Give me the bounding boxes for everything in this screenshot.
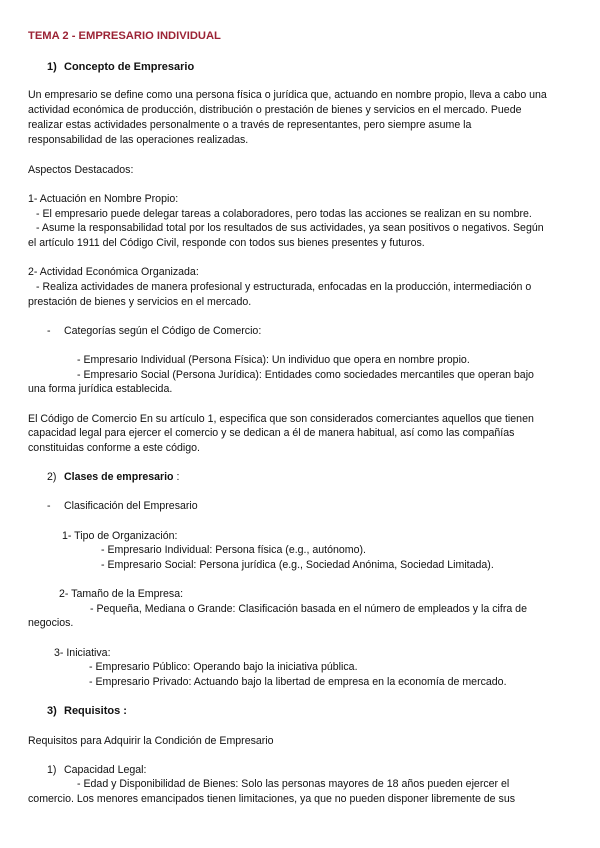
code-line-2: capacidad legal para ejercer el comercio y se dedican a él de manera habitual, así como las compañías: [28, 427, 515, 439]
requirement-1-title: Capacidad Legal:: [64, 764, 147, 776]
section-2-number: 2): [47, 471, 57, 483]
categories-label: Categorías según el Código de Comercio:: [64, 325, 262, 337]
requirements-intro: Requisitos para Adquirir la Condición de Empresario: [28, 735, 274, 747]
classification-label: Clasificación del Empresario: [64, 500, 198, 512]
requirement-1-line-2: comercio. Los menores emancipados tienen limitaciones, ya que no pueden disponer libremente de sus: [28, 793, 516, 805]
intro-line-3: realizar estas actividades personalmente o a través de representantes, pero siempre asume la: [28, 119, 472, 131]
section-1-heading: Concepto de Empresario: [64, 61, 195, 73]
requirement-1-number: 1): [47, 764, 57, 776]
document-title: TEMA 2 - EMPRESARIO INDIVIDUAL: [28, 30, 221, 42]
requirement-1-line-1: - Edad y Disponibilidad de Bienes: Solo las personas mayores de 18 años pueden ejercer el: [77, 778, 510, 790]
section-2-heading-wrap: [64, 471, 179, 484]
section-1-number: 1): [47, 61, 57, 73]
classification-dash: -: [47, 500, 51, 512]
aspect-1-title: 1- Actuación en Nombre Propio:: [28, 193, 179, 205]
aspect-1-line-2: - Asume la responsabilidad total por los resultados de sus actividades, ya sean positivos o negativos. Según: [36, 222, 544, 234]
type-3-item-1: - Empresario Público: Operando bajo la iniciativa pública.: [89, 661, 358, 673]
intro-line-1: Un empresario se define como una persona física o jurídica que, actuando en nombre propio, lleva a cabo una: [28, 89, 547, 101]
category-social-line-1: - Empresario Social (Persona Jurídica): Entidades como sociedades mercantiles que operan bajo: [77, 369, 534, 381]
aspect-1-line-1: - El empresario puede delegar tareas a colaboradores, pero todas las acciones se realizan en su nombre.: [36, 208, 532, 220]
type-2-line-1: - Pequeña, Mediana o Grande: Clasificación basada en el número de empleados y la cifra de: [90, 603, 527, 615]
intro-line-4: responsabilidad de las operaciones realizadas.: [28, 134, 249, 146]
type-1-title: 1- Tipo de Organización:: [62, 530, 178, 542]
aspect-2-line-1: - Realiza actividades de manera profesional y estructurada, enfocadas en la producción, intermediación o: [36, 281, 532, 293]
type-2-line-2: negocios.: [28, 617, 74, 629]
type-3-title: 3- Iniciativa:: [54, 647, 111, 659]
type-1-item-2: - Empresario Social: Persona jurídica (e.g., Sociedad Anónima, Sociedad Limitada).: [101, 559, 494, 571]
categories-dash: -: [47, 325, 51, 337]
aspects-label: Aspectos Destacados:: [28, 164, 134, 176]
aspect-2-line-2: prestación de bienes y servicios en el mercado.: [28, 296, 252, 308]
type-3-item-2: - Empresario Privado: Actuando bajo la libertad de empresa en la economía de mercado.: [89, 676, 507, 688]
category-social-line-2: una forma jurídica establecida.: [28, 383, 173, 395]
category-individual: - Empresario Individual (Persona Física): Un individuo que opera en nombre propio.: [77, 354, 470, 366]
section-2-colon: :: [173, 471, 180, 483]
section-3-number: 3): [47, 705, 57, 717]
aspect-2-title: 2- Actividad Económica Organizada:: [28, 266, 199, 278]
type-2-title: 2- Tamaño de la Empresa:: [59, 588, 184, 600]
intro-line-2: actividad económica de producción, distribución o prestación de bienes y servicios en el mercado. Puede: [28, 104, 522, 116]
code-line-1: El Código de Comercio En su artículo 1, especifica que son considerados comerciantes aquellos que tienen: [28, 413, 534, 425]
code-line-3: constituidas conforme a este código.: [28, 442, 200, 454]
type-1-item-1: - Empresario Individual: Persona física (e.g., autónomo).: [101, 544, 366, 556]
section-2-heading: Clases de empresario: [64, 471, 174, 483]
section-3-heading: Requisitos :: [64, 705, 127, 717]
aspect-1-line-3: el artículo 1911 del Código Civil, responde con todos sus bienes presentes y futuros.: [28, 237, 425, 249]
